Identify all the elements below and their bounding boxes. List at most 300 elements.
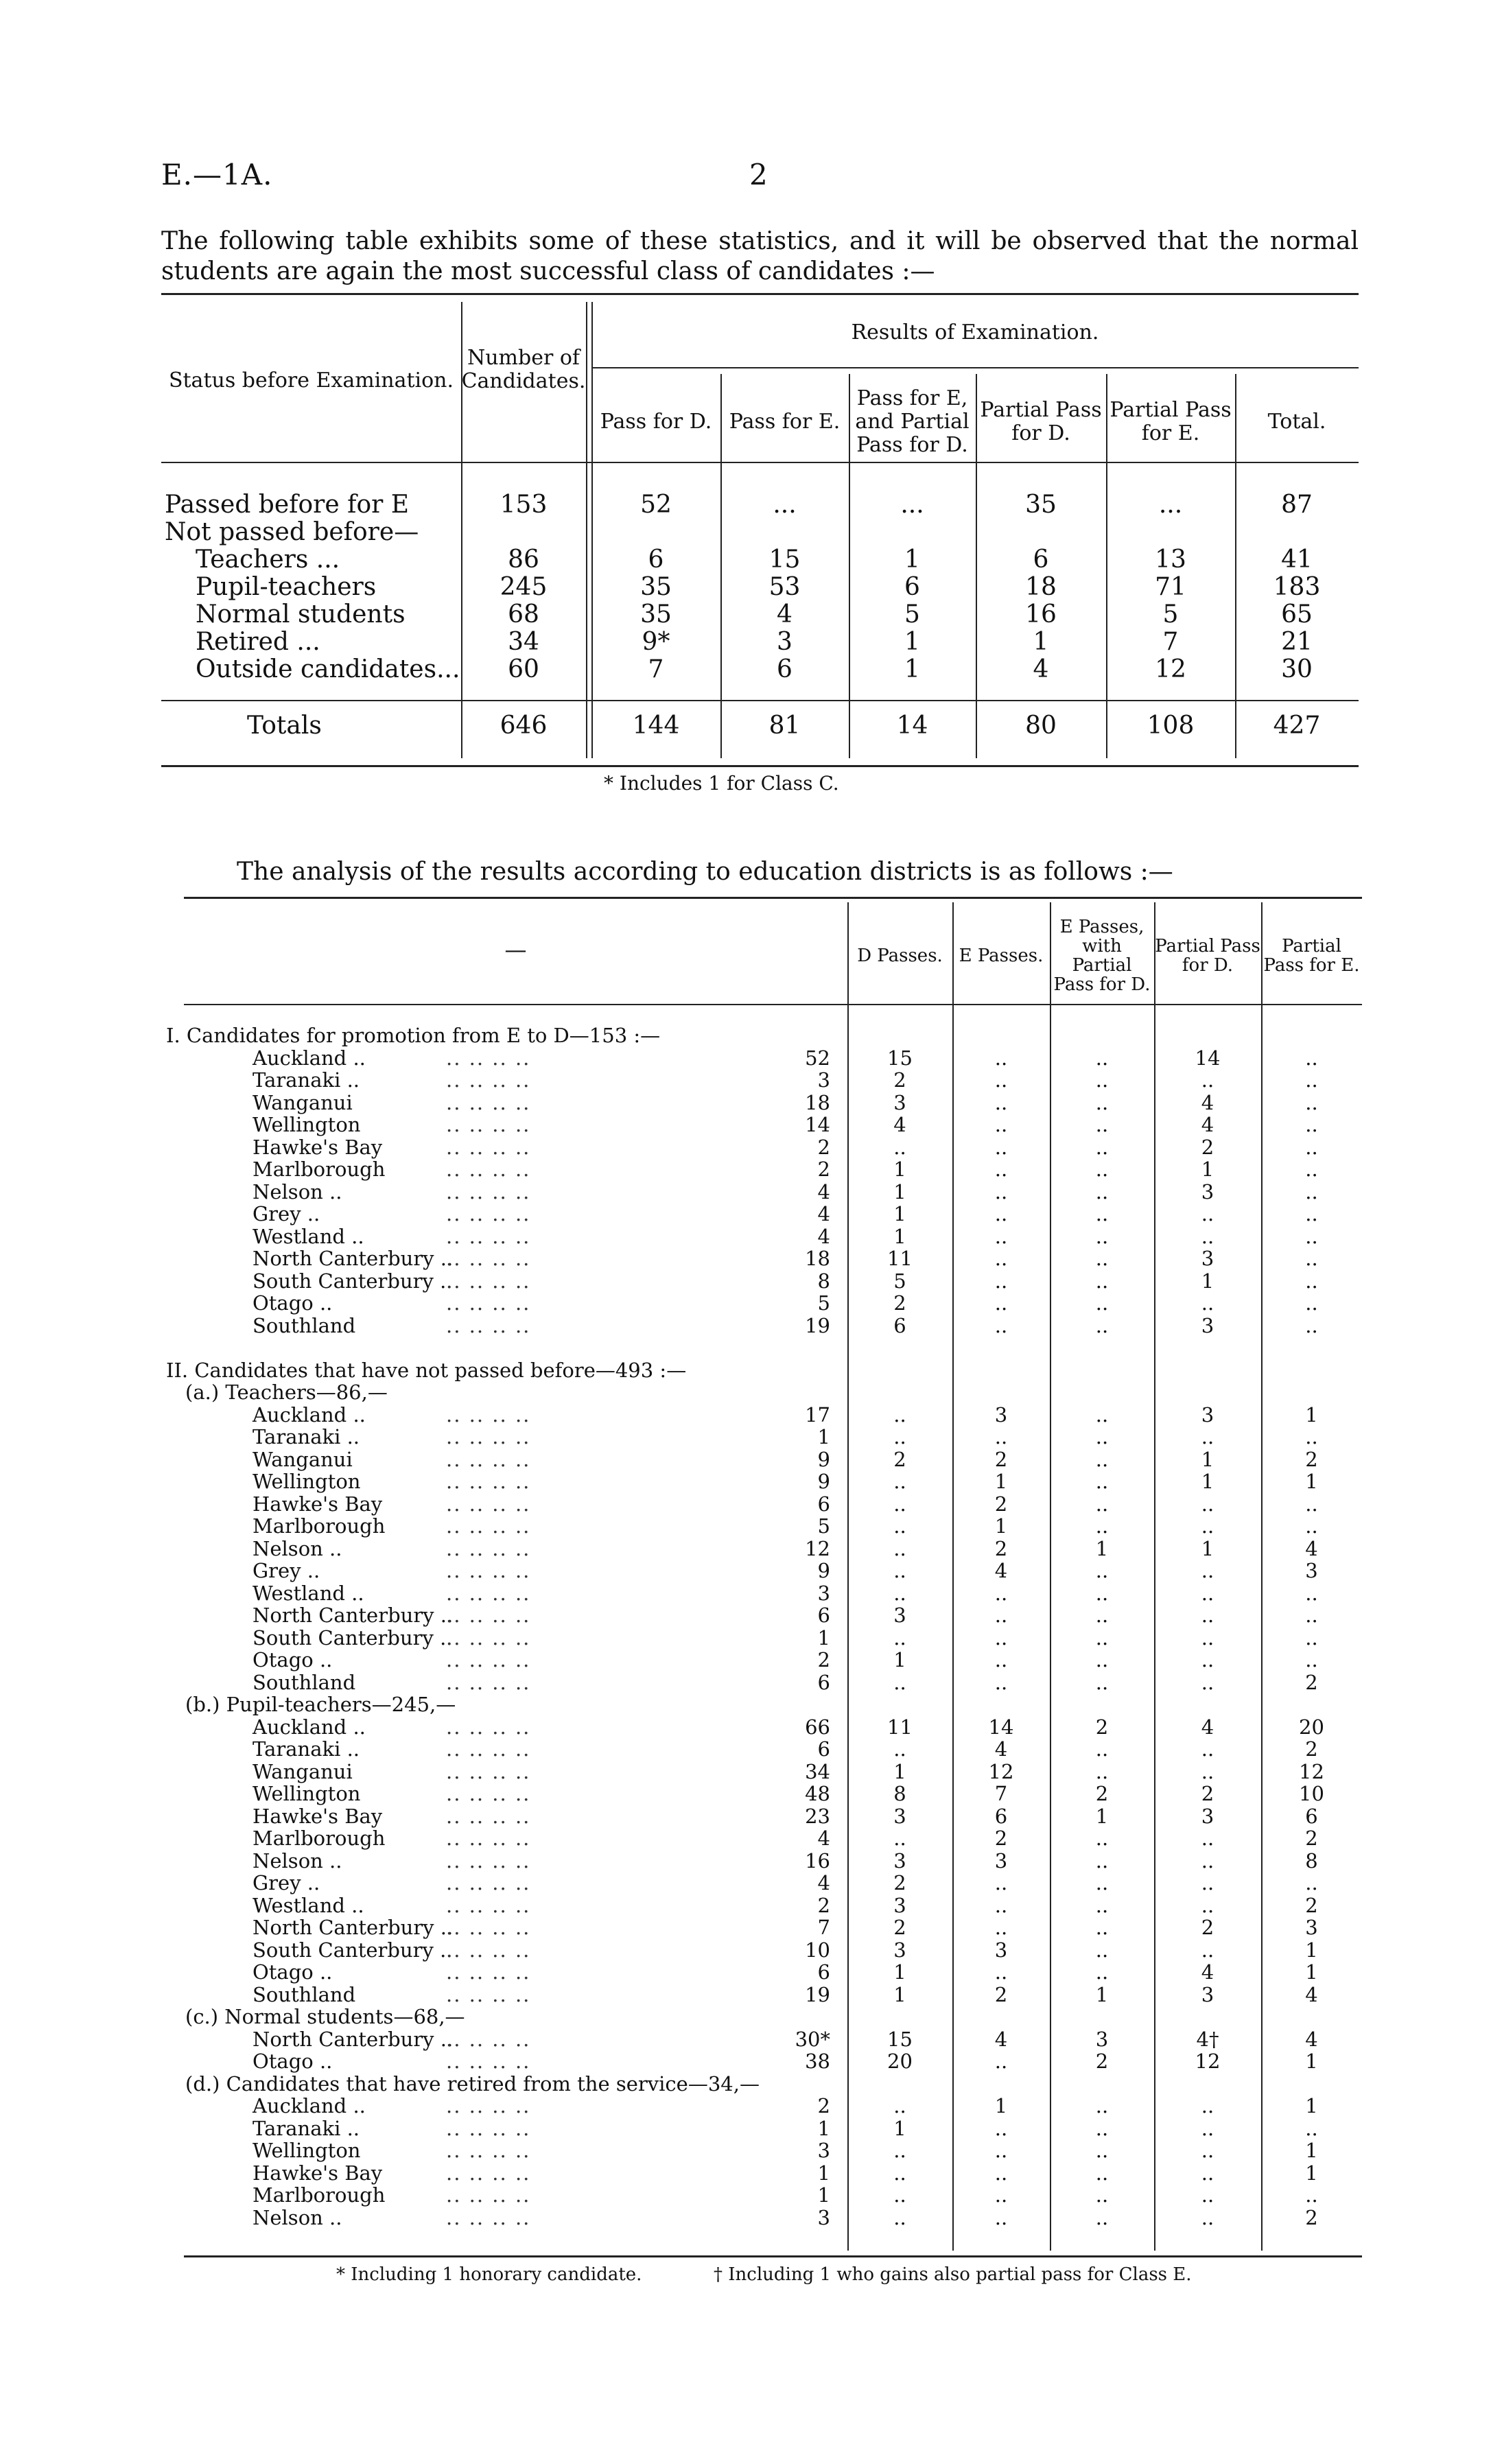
district-cell: ..: [1095, 1670, 1109, 1694]
district-cell: ..: [1095, 2205, 1109, 2229]
t1-top-rule: [161, 293, 1359, 295]
row-cell: 15: [768, 545, 801, 574]
row-cell: 68: [508, 600, 539, 629]
district-cell: ..: [1201, 1514, 1214, 1538]
district-cell: 4: [994, 1559, 1008, 1582]
district-cell: ..: [1095, 1247, 1109, 1270]
district-cell: 1: [994, 1514, 1008, 1538]
district-cell: 3: [1201, 1982, 1214, 2006]
candidate-count: 4: [817, 1202, 830, 1225]
district-cell: 3: [1095, 2027, 1109, 2051]
candidate-count: 23: [805, 1804, 830, 1828]
district-cell: 1: [893, 1202, 906, 1225]
result-col-header: Pass for D.: [600, 410, 712, 434]
district-cell: 20: [1299, 1715, 1324, 1739]
district-cell: ..: [1305, 1425, 1318, 1448]
page-number: 2: [749, 158, 768, 191]
row-cell: 30: [1281, 655, 1313, 683]
status-header: Status before Examination.: [168, 368, 454, 392]
leader-dots: .. .. .. ..: [446, 1737, 531, 1761]
district-cell: ..: [1305, 1871, 1318, 1894]
row-cell: 7: [648, 655, 664, 683]
district-cell: ..: [1201, 2205, 1214, 2229]
district-cell: ..: [1201, 2094, 1214, 2117]
district-cell: ..: [1305, 1046, 1318, 1070]
leader-dots: .. .. .. ..: [446, 1804, 531, 1828]
result-col-header: Pass for E, and Partial Pass for D.: [855, 386, 970, 457]
result-col-header: Pass for E.: [729, 410, 841, 434]
candidate-count: 10: [805, 1938, 830, 1962]
district-cell: 12: [988, 1759, 1014, 1783]
district-cell: ..: [1095, 1648, 1109, 1671]
district-cell: 3: [1305, 1559, 1318, 1582]
district-cell: ..: [1201, 1648, 1214, 1671]
district-cell: ..: [994, 2050, 1008, 2073]
district-cell: 4: [1201, 1960, 1214, 1984]
candidate-count: 18: [805, 1247, 830, 1270]
district-cell: ..: [893, 2205, 906, 2229]
row-cell: 65: [1281, 600, 1313, 629]
district-cell: ..: [994, 1068, 1008, 1092]
leader-dots: .. .. .. ..: [446, 1604, 531, 1627]
district-cell: 1: [893, 1759, 906, 1783]
district-cell: ..: [1305, 1492, 1318, 1516]
leader-dots: .. .. .. ..: [446, 1759, 531, 1783]
district-cell: ..: [1201, 2116, 1214, 2140]
totals-cell: 81: [768, 712, 801, 740]
district-name: South Canterbury ..: [253, 1938, 453, 1962]
district-cell: 2: [1305, 1893, 1318, 1917]
district-cell: ..: [1305, 1090, 1318, 1114]
row-cell: 5: [904, 600, 920, 629]
candidate-count: 9: [817, 1559, 830, 1582]
candidate-count: 2: [817, 1158, 830, 1181]
candidate-count: 5: [817, 1514, 830, 1538]
district-cell: 2: [893, 1447, 906, 1471]
district-cell: 2: [1095, 1715, 1109, 1739]
district-cell: 2: [893, 1068, 906, 1092]
district-cell: ..: [1201, 1893, 1214, 1917]
district-cell: ..: [1095, 1581, 1109, 1605]
district-cell: 3: [1201, 1180, 1214, 1204]
district-name: North Canterbury ..: [253, 1604, 454, 1627]
candidate-count: 9: [817, 1470, 830, 1493]
row-cell: 1: [904, 655, 920, 683]
district-cell: ..: [1095, 1425, 1109, 1448]
district-name: Hawke's Bay: [253, 1804, 383, 1828]
district-cell: 1: [1201, 1447, 1214, 1471]
district-cell: 1: [1305, 1960, 1318, 1984]
row-label: Normal students: [196, 600, 406, 629]
district-cell: ..: [1095, 1269, 1109, 1293]
leader-dots: .. .. .. ..: [446, 2027, 531, 2051]
district-cell: 3: [893, 1938, 906, 1962]
t1-totals-rule: [161, 700, 1359, 701]
district-cell: ..: [1095, 1470, 1109, 1493]
district-cell: ..: [994, 1916, 1008, 1939]
district-cell: ..: [893, 1626, 906, 1650]
row-cell: 1: [904, 545, 920, 574]
candidate-count: 2: [817, 1648, 830, 1671]
leader-dots: .. .. .. ..: [446, 1158, 531, 1181]
district-name: Nelson ..: [253, 1849, 342, 1873]
district-cell: ..: [1095, 1737, 1109, 1761]
row-cell: 13: [1155, 545, 1186, 574]
district-cell: ..: [1305, 1581, 1318, 1605]
district-cell: 1: [893, 1224, 906, 1248]
district-cell: 1: [1201, 1536, 1214, 1560]
district-name: Wellington: [253, 1113, 361, 1136]
district-cell: ..: [994, 1604, 1008, 1627]
candidate-count: 6: [817, 1670, 830, 1694]
district-cell: ..: [1201, 1849, 1214, 1873]
district-cell: ..: [994, 2183, 1008, 2207]
t1-vrule: [591, 302, 593, 758]
district-cell: 10: [1299, 1782, 1324, 1805]
row-cell: 4: [1033, 655, 1049, 683]
district-cell: ..: [994, 1269, 1008, 1293]
row-cell: 245: [500, 573, 548, 601]
row-label: Passed before for E: [165, 491, 410, 519]
district-name: Marlborough: [253, 1158, 386, 1181]
district-cell: ..: [1305, 1224, 1318, 1248]
row-cell: 9*: [642, 628, 670, 656]
totals-cell: 646: [500, 712, 548, 740]
district-name: North Canterbury ..: [253, 2027, 454, 2051]
district-cell: ..: [1095, 1626, 1109, 1650]
district-cell: ..: [1095, 1313, 1109, 1337]
leader-dots: .. .. .. ..: [446, 1581, 531, 1605]
district-cell: ..: [994, 1581, 1008, 1605]
district-name: Auckland ..: [253, 1403, 366, 1427]
district-cell: 1: [893, 1158, 906, 1181]
district-cell: 4†: [1196, 2027, 1219, 2051]
candidate-count: 1: [817, 2116, 830, 2140]
district-cell: 2: [1305, 1737, 1318, 1761]
t1-head-rule: [161, 462, 1359, 463]
district-cell: ..: [893, 2161, 906, 2185]
row-label: Not passed before—: [165, 518, 419, 546]
district-cell: ..: [893, 1737, 906, 1761]
district-cell: 2: [893, 1871, 906, 1894]
district-cell: ..: [1095, 2161, 1109, 2185]
district-cell: ..: [1095, 1960, 1109, 1984]
leader-dots: .. .. .. ..: [446, 1425, 531, 1448]
district-name: Southland: [253, 1313, 356, 1337]
district-cell: 2: [1305, 1447, 1318, 1471]
district-name: Grey ..: [253, 1559, 320, 1582]
candidate-count: 4: [817, 1180, 830, 1204]
district-cell: ..: [1095, 2094, 1109, 2117]
t2-head-rule: [184, 1004, 1362, 1005]
district-cell: ..: [1095, 1492, 1109, 1516]
district-name: Taranaki ..: [253, 1737, 360, 1761]
t2-bottom-rule: [184, 2255, 1362, 2257]
row-cell: 35: [640, 573, 672, 601]
section-heading: I. Candidates for promotion from E to D—153 :—: [166, 1024, 661, 1047]
district-cell: ..: [1095, 1113, 1109, 1136]
district-cell: 2: [1305, 2205, 1318, 2229]
district-name: Southland: [253, 1982, 356, 2006]
totals-cell: 80: [1025, 712, 1057, 740]
district-name: North Canterbury ..: [253, 1916, 454, 1939]
row-cell: 21: [1281, 628, 1313, 656]
district-cell: 1: [1305, 2050, 1318, 2073]
candidate-count: 19: [805, 1313, 830, 1337]
district-cell: ..: [1095, 2139, 1109, 2162]
row-cell: 7: [1162, 628, 1179, 656]
candidate-count: 4: [817, 1827, 830, 1850]
row-cell: 71: [1155, 573, 1186, 601]
district-cell: ..: [994, 1135, 1008, 1159]
district-cell: ..: [1201, 1759, 1214, 1783]
leader-dots: .. .. .. ..: [446, 2139, 531, 2162]
district-name: Westland ..: [253, 1893, 364, 1917]
row-label: Pupil-teachers: [196, 573, 377, 601]
district-cell: ..: [1095, 1759, 1109, 1783]
district-cell: ..: [994, 1313, 1008, 1337]
district-cell: 1: [1305, 1938, 1318, 1962]
leader-dots: .. .. .. ..: [446, 1715, 531, 1739]
district-cell: 2: [1201, 1135, 1214, 1159]
leader-dots: .. .. .. ..: [446, 2205, 531, 2229]
district-cell: 11: [887, 1247, 913, 1270]
district-name: Wanganui: [253, 1090, 353, 1114]
row-cell: 6: [648, 545, 664, 574]
leader-dots: .. .. .. ..: [446, 1782, 531, 1805]
district-name: Otago ..: [253, 1291, 333, 1315]
district-cell: ..: [1305, 1247, 1318, 1270]
district-cell: 3: [893, 1804, 906, 1828]
district-cell: ..: [1095, 1068, 1109, 1092]
leader-dots: .. .. .. ..: [446, 1403, 531, 1427]
row-cell: 60: [508, 655, 539, 683]
table2-footnote-1: * Including 1 honorary candidate.: [336, 2264, 642, 2285]
district-cell: 3: [994, 1849, 1008, 1873]
row-cell: 18: [1025, 573, 1057, 601]
district-cell: ..: [1201, 1670, 1214, 1694]
district-cell: ..: [994, 1202, 1008, 1225]
table1-footnote: * Includes 1 for Class C.: [604, 772, 839, 795]
district-cell: 6: [893, 1313, 906, 1337]
leader-dots: .. .. .. ..: [446, 1202, 531, 1225]
district-cell: 1: [1201, 1470, 1214, 1493]
district-cell: ..: [1095, 1849, 1109, 1873]
district-cell: 2: [994, 1492, 1008, 1516]
district-cell: ..: [893, 2094, 906, 2117]
district-cell: ..: [994, 2161, 1008, 2185]
district-cell: ..: [1095, 1916, 1109, 1939]
district-cell: ..: [893, 1403, 906, 1427]
candidate-count: 7: [817, 1916, 830, 1939]
district-cell: ..: [1095, 1938, 1109, 1962]
district-cell: ..: [1201, 2183, 1214, 2207]
totals-cell: 14: [896, 712, 928, 740]
row-cell: 35: [1025, 491, 1057, 519]
leader-dots: .. .. .. ..: [446, 1447, 531, 1471]
district-cell: 2: [994, 1982, 1008, 2006]
district-name: Wellington: [253, 1782, 361, 1805]
district-cell: ..: [1305, 2116, 1318, 2140]
district-cell: 1: [893, 1648, 906, 1671]
district-cell: ..: [994, 1960, 1008, 1984]
district-cell: 2: [893, 1916, 906, 1939]
district-col-header: Partial Pass for E.: [1263, 935, 1360, 976]
leader-dots: .. .. .. ..: [446, 1492, 531, 1516]
row-cell: 87: [1281, 491, 1313, 519]
row-label: Teachers ...: [196, 545, 340, 574]
district-cell: ..: [1201, 1604, 1214, 1627]
district-cell: 7: [994, 1782, 1008, 1805]
leader-dots: .. .. .. ..: [446, 1470, 531, 1493]
district-name: South Canterbury ..: [253, 1626, 453, 1650]
district-cell: 2: [994, 1447, 1008, 1471]
leader-dots: .. .. .. ..: [446, 1291, 531, 1315]
district-cell: 3: [893, 1849, 906, 1873]
candidate-count: 4: [817, 1871, 830, 1894]
row-cell: 4: [777, 600, 793, 629]
district-cell: ..: [1095, 1180, 1109, 1204]
district-cell: ..: [893, 1559, 906, 1582]
district-name: Marlborough: [253, 2183, 386, 2207]
district-cell: 6: [1305, 1804, 1318, 1828]
row-cell: 3: [777, 628, 793, 656]
district-cell: 3: [1201, 1804, 1214, 1828]
leader-dots: .. .. .. ..: [446, 1871, 531, 1894]
candidate-count: 17: [805, 1403, 830, 1427]
district-cell: ..: [994, 2116, 1008, 2140]
district-cell: 1: [1305, 2139, 1318, 2162]
t1-vrule: [586, 302, 587, 758]
leader-dots: .. .. .. ..: [446, 1113, 531, 1136]
district-cell: ..: [1095, 1135, 1109, 1159]
district-name: Auckland ..: [253, 2094, 366, 2117]
district-name: Auckland ..: [253, 1715, 366, 1739]
subsection-heading: (a.) Teachers—86,—: [185, 1381, 388, 1404]
row-cell: 5: [1162, 600, 1179, 629]
row-cell: 12: [1155, 655, 1186, 683]
district-cell: ..: [1305, 1291, 1318, 1315]
candidate-count: 34: [805, 1759, 830, 1783]
leader-dots: .. .. .. ..: [446, 1626, 531, 1650]
district-name: Taranaki ..: [253, 1068, 360, 1092]
leader-dots: .. .. .. ..: [446, 1247, 531, 1270]
district-cell: 4: [994, 1737, 1008, 1761]
district-name: North Canterbury ..: [253, 1247, 454, 1270]
district-cell: ..: [994, 1090, 1008, 1114]
result-col-header: Partial Pass for D.: [980, 398, 1102, 445]
district-cell: 1: [1305, 1470, 1318, 1493]
district-cell: 5: [893, 1269, 906, 1293]
candidate-count: 1: [817, 2183, 830, 2207]
candidate-count: 2: [817, 2094, 830, 2117]
district-name: Southland: [253, 1670, 356, 1694]
district-name: Otago ..: [253, 2050, 333, 2073]
district-name: Wanganui: [253, 1759, 353, 1783]
district-cell: ..: [1095, 1046, 1109, 1070]
leader-dots: .. .. .. ..: [446, 2116, 531, 2140]
candidate-count: 9: [817, 1447, 830, 1471]
district-cell: ..: [994, 1113, 1008, 1136]
candidate-count: 6: [817, 1492, 830, 1516]
district-cell: ..: [1305, 1135, 1318, 1159]
district-cell: ..: [1095, 1604, 1109, 1627]
district-cell: 1: [893, 1180, 906, 1204]
district-cell: 1: [1095, 1536, 1109, 1560]
district-name: Wellington: [253, 1470, 361, 1493]
district-cell: 3: [1201, 1403, 1214, 1427]
district-cell: 1: [994, 1470, 1008, 1493]
district-cell: ..: [1305, 1626, 1318, 1650]
district-cell: 2: [1095, 1782, 1109, 1805]
row-cell: 153: [500, 491, 548, 519]
district-cell: 1: [1305, 2161, 1318, 2185]
dash-header: —: [504, 937, 527, 963]
district-name: Hawke's Bay: [253, 1135, 383, 1159]
district-name: Hawke's Bay: [253, 1492, 383, 1516]
candidate-count: 6: [817, 1604, 830, 1627]
candidate-count: 8: [817, 1269, 830, 1293]
candidate-count: 6: [817, 1960, 830, 1984]
district-cell: ..: [1095, 1158, 1109, 1181]
subsection-heading: (c.) Normal students—68,—: [185, 2005, 465, 2028]
district-name: Marlborough: [253, 1827, 386, 1850]
district-cell: 3: [994, 1403, 1008, 1427]
t2-top-rule: [184, 897, 1362, 899]
leader-dots: .. .. .. ..: [446, 1982, 531, 2006]
leader-dots: .. .. .. ..: [446, 2161, 531, 2185]
district-cell: ..: [1095, 1447, 1109, 1471]
district-name: Westland ..: [253, 1224, 364, 1248]
district-cell: ..: [1305, 1648, 1318, 1671]
candidate-count: 5: [817, 1291, 830, 1315]
district-cell: 6: [994, 1804, 1008, 1828]
district-cell: 12: [1299, 1759, 1324, 1783]
district-name: Grey ..: [253, 1871, 320, 1894]
district-cell: ..: [1201, 1291, 1214, 1315]
leader-dots: .. .. .. ..: [446, 1313, 531, 1337]
candidate-count: 1: [817, 1425, 830, 1448]
candidate-count: 3: [817, 2205, 830, 2229]
district-cell: ..: [1305, 1313, 1318, 1337]
district-cell: 1: [994, 2094, 1008, 2117]
district-name: Marlborough: [253, 1514, 386, 1538]
district-col-header: D Passes.: [857, 945, 943, 966]
district-cell: ..: [1305, 1068, 1318, 1092]
district-cell: ..: [1095, 1827, 1109, 1850]
district-cell: ..: [1095, 1090, 1109, 1114]
number-header: Number of Candidates.: [461, 346, 586, 393]
leader-dots: .. .. .. ..: [446, 2183, 531, 2207]
district-cell: 3: [893, 1090, 906, 1114]
district-cell: ..: [1305, 1269, 1318, 1293]
district-cell: ..: [994, 1180, 1008, 1204]
district-cell: 2: [1095, 2050, 1109, 2073]
district-cell: 1: [893, 1982, 906, 2006]
leader-dots: .. .. .. ..: [446, 2050, 531, 2073]
district-cell: ..: [994, 1291, 1008, 1315]
district-cell: 20: [887, 2050, 913, 2073]
leader-dots: .. .. .. ..: [446, 1514, 531, 1538]
district-cell: 4: [1201, 1715, 1214, 1739]
totals-cell: 108: [1147, 712, 1195, 740]
district-cell: ..: [994, 1871, 1008, 1894]
row-cell: 6: [904, 573, 920, 601]
district-name: Nelson ..: [253, 1536, 342, 1560]
district-cell: 1: [893, 2116, 906, 2140]
leader-dots: .. .. .. ..: [446, 1648, 531, 1671]
row-cell: ...: [900, 491, 924, 519]
